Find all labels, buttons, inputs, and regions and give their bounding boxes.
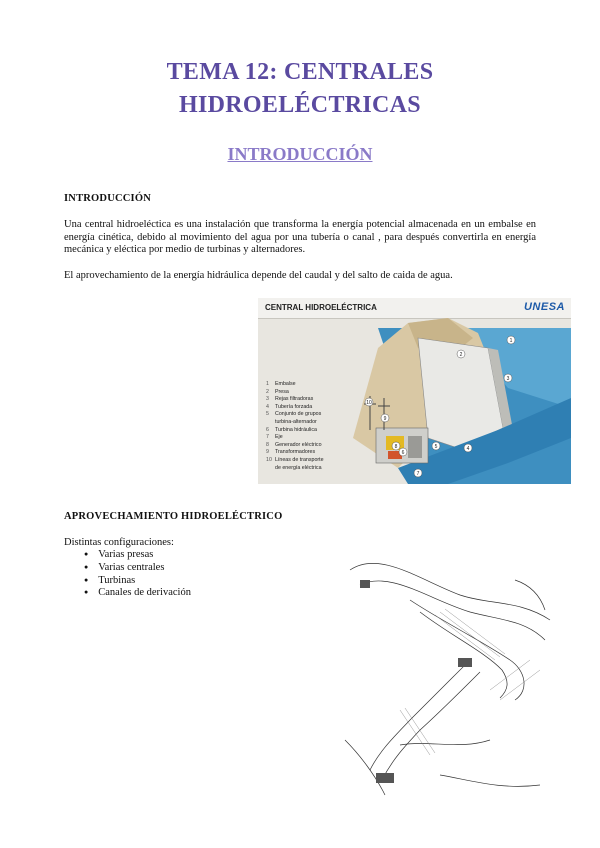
callout-10: 10 xyxy=(366,400,372,406)
legend-number: 9 xyxy=(266,449,269,456)
legend-label: Eje xyxy=(275,434,283,441)
legend-item xyxy=(266,465,324,473)
legend-number: 7 xyxy=(266,434,269,441)
callout-6: 6 xyxy=(401,450,405,456)
list-item: ● Varias centrales xyxy=(82,562,191,575)
hydro-scheme-sketch xyxy=(340,540,560,808)
configurations-list xyxy=(82,549,191,600)
legend-item xyxy=(266,457,324,465)
legend-number: 5 xyxy=(266,411,269,418)
legend-item xyxy=(266,381,324,389)
list-item: ● Canales de derivación xyxy=(82,587,191,600)
intro-paragraph: Una central hidroeléctica es una instalación que transforma la energía potencial almacenada en un embalse en energía cinética, debido al movimiento del agua por una tubería o canal , para después convertirla en energía mecánica y eléctica por medio de turbinas y alternadores. xyxy=(64,219,536,255)
legend-label: Conjunto de grupos xyxy=(275,411,322,418)
page-title-line2: HIDROELÉCTRICAS xyxy=(179,92,421,118)
intro-paragraph-2: El aprovechamiento de la energía hidráulica depende del caudal y del salto de caida de agua. xyxy=(64,270,453,281)
legend-item xyxy=(266,434,324,442)
page-title-line1: TEMA 12: CENTRALES xyxy=(166,59,434,85)
intro-heading: INTRODUCCIÓN xyxy=(64,193,151,204)
legend-label: Embalse xyxy=(275,381,296,387)
legend-item xyxy=(266,404,324,412)
legend-item xyxy=(266,449,324,457)
legend-label: turbina-alternador xyxy=(275,418,317,425)
callout-8: 8 xyxy=(394,444,398,450)
callout-4: 4 xyxy=(466,446,470,452)
callout-7: 7 xyxy=(416,471,420,477)
legend-label: de energía eléctrica xyxy=(275,464,322,471)
legend-item xyxy=(266,442,324,450)
diagram-legend xyxy=(266,381,324,472)
diagram-title: CENTRAL HIDROELÉCTRICA xyxy=(265,303,377,312)
legend-label: Tubería forzada xyxy=(275,403,313,410)
hydro-plant-diagram xyxy=(258,298,571,484)
legend-number: 1 xyxy=(266,381,269,387)
legend-number: 10 xyxy=(266,456,272,463)
legend-number: 6 xyxy=(266,426,269,433)
callout-5: 5 xyxy=(434,444,438,450)
legend-number: 2 xyxy=(266,388,269,395)
legend-item xyxy=(266,396,324,404)
legend-item xyxy=(266,411,324,419)
legend-item xyxy=(266,389,324,397)
callout-1: 1 xyxy=(509,338,513,344)
legend-number: 3 xyxy=(266,396,269,403)
legend-label: Rejas filtradoras xyxy=(275,396,314,403)
legend-number: 8 xyxy=(266,441,269,448)
list-item: ● Turbinas xyxy=(82,575,191,588)
callout-9: 9 xyxy=(383,416,387,422)
legend-number: 4 xyxy=(266,403,269,410)
list-item: ● Varias presas xyxy=(82,549,191,562)
callout-3: 3 xyxy=(506,376,510,382)
section-subtitle: INTRODUCCIÓN xyxy=(227,144,373,164)
configurations-intro: Distintas configuraciones: xyxy=(64,537,174,548)
legend-label: Transformadores xyxy=(275,449,316,456)
diagram-header xyxy=(258,298,571,319)
callout-2: 2 xyxy=(459,352,463,358)
legend-label: Presa xyxy=(275,388,289,395)
legend-label: Generador eléctrico xyxy=(275,441,322,448)
legend-label: Turbina hidráulica xyxy=(275,426,317,433)
legend-item xyxy=(266,419,324,427)
aprovechamiento-heading: APROVECHAMIENTO HIDROELÉCTRICO xyxy=(64,511,283,522)
legend-number xyxy=(266,465,275,473)
unesa-logo: UNESA xyxy=(523,301,565,313)
legend-number xyxy=(266,419,275,427)
legend-item xyxy=(266,427,324,435)
legend-label: Líneas de transporte xyxy=(275,456,324,463)
